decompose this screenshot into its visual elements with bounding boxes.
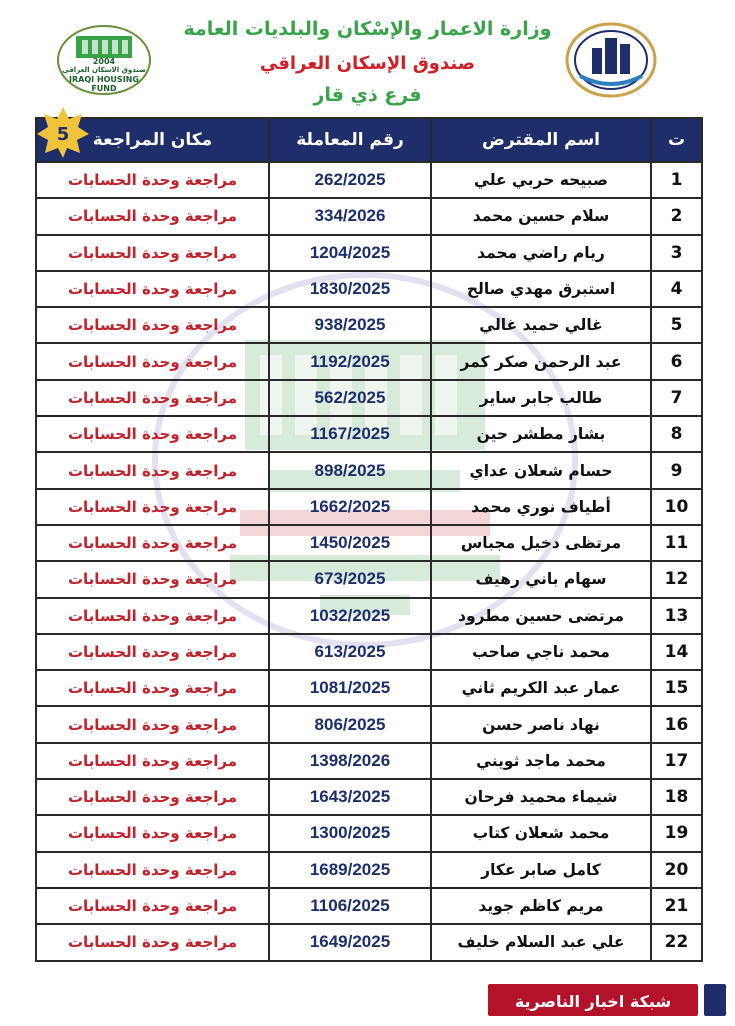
borrower-name: مريم كاظم جويد	[431, 888, 651, 924]
table-row	[36, 598, 702, 634]
borrower-name: استبرق مهدي صالح	[431, 271, 651, 307]
logo-english-line-2: FUND	[91, 84, 117, 93]
row-number: 11	[651, 525, 702, 561]
borrower-name: غالي حميد غالي	[431, 307, 651, 343]
borrower-name: بشار مطشر حين	[431, 416, 651, 452]
footer-brand	[482, 978, 732, 1022]
row-number: 16	[651, 706, 702, 742]
transaction-number: 1450/2025	[269, 525, 431, 561]
borrower-name: شيماء محميد فرحان	[431, 779, 651, 815]
header-number: ت	[651, 118, 702, 162]
table-row	[36, 634, 702, 670]
transaction-number: 1167/2025	[269, 416, 431, 452]
transaction-number: 1081/2025	[269, 670, 431, 706]
row-number: 9	[651, 452, 702, 488]
review-place: مراجعة وحدة الحسابات	[36, 561, 269, 597]
fund-title: صندوق الإسكان العراقي	[259, 53, 476, 74]
logo-arabic-name: صندوق الاسكان العراقي	[62, 66, 146, 74]
header-borrower-name: اسم المقترض	[431, 118, 651, 162]
table-row	[36, 852, 702, 888]
table-header-row	[36, 118, 702, 162]
row-number: 4	[651, 271, 702, 307]
table-row	[36, 380, 702, 416]
table-row	[36, 525, 702, 561]
table-row	[36, 198, 702, 234]
borrower-name: طالب جابر ساير	[431, 380, 651, 416]
review-place: مراجعة وحدة الحسابات	[36, 416, 269, 452]
ministry-emblem	[564, 22, 658, 98]
borrower-name: مرتضى حسين مطرود	[431, 598, 651, 634]
review-place: مراجعة وحدة الحسابات	[36, 815, 269, 851]
borrower-name: علي عبد السلام خليف	[431, 924, 651, 960]
borrower-name: حسام شعلان عداي	[431, 452, 651, 488]
row-number: 20	[651, 852, 702, 888]
borrower-name: عمار عبد الكريم ثاني	[431, 670, 651, 706]
transaction-number: 1192/2025	[269, 343, 431, 379]
transaction-number: 673/2025	[269, 561, 431, 597]
transaction-number: 898/2025	[269, 452, 431, 488]
review-place: مراجعة وحدة الحسابات	[36, 924, 269, 960]
table-row	[36, 307, 702, 343]
table-row	[36, 162, 702, 198]
transaction-number: 1643/2025	[269, 779, 431, 815]
footer-brand-icon	[482, 978, 732, 1022]
table-row	[36, 888, 702, 924]
transaction-number: 1662/2025	[269, 489, 431, 525]
table-row	[36, 779, 702, 815]
row-number: 6	[651, 343, 702, 379]
review-place: مراجعة وحدة الحسابات	[36, 162, 269, 198]
row-number: 14	[651, 634, 702, 670]
transaction-number: 1398/2026	[269, 743, 431, 779]
transaction-number: 1204/2025	[269, 235, 431, 271]
row-number: 19	[651, 815, 702, 851]
borrower-name: محمد شعلان كتاب	[431, 815, 651, 851]
row-number: 2	[651, 198, 702, 234]
borrower-name: نهاد ناصر حسن	[431, 706, 651, 742]
row-number: 3	[651, 235, 702, 271]
borrower-name: كامل صابر عكار	[431, 852, 651, 888]
row-number: 1	[651, 162, 702, 198]
review-place: مراجعة وحدة الحسابات	[36, 380, 269, 416]
transaction-number: 938/2025	[269, 307, 431, 343]
review-place: مراجعة وحدة الحسابات	[36, 307, 269, 343]
transaction-number: 1032/2025	[269, 598, 431, 634]
transaction-number: 1106/2025	[269, 888, 431, 924]
table-row	[36, 271, 702, 307]
table-row	[36, 561, 702, 597]
transaction-number: 262/2025	[269, 162, 431, 198]
table-row	[36, 489, 702, 525]
transaction-number: 806/2025	[269, 706, 431, 742]
review-place: مراجعة وحدة الحسابات	[36, 598, 269, 634]
branch-title: فرع ذي قار	[313, 84, 422, 106]
row-number: 22	[651, 924, 702, 960]
ministry-emblem-icon	[564, 22, 658, 98]
borrower-name: صبيحه حربي علي	[431, 162, 651, 198]
table-row	[36, 452, 702, 488]
star-badge-icon	[36, 105, 90, 159]
row-number: 10	[651, 489, 702, 525]
row-number: 8	[651, 416, 702, 452]
transaction-number: 1300/2025	[269, 815, 431, 851]
header-review-place: مكان المراجعة	[36, 118, 269, 162]
row-number: 7	[651, 380, 702, 416]
table-row	[36, 815, 702, 851]
logo-year: 2004	[92, 57, 116, 66]
review-place: مراجعة وحدة الحسابات	[36, 852, 269, 888]
table-row	[36, 743, 702, 779]
header-transaction-number: رقم المعاملة	[269, 118, 431, 162]
review-place: مراجعة وحدة الحسابات	[36, 489, 269, 525]
borrower-name: محمد ماجد ثويني	[431, 743, 651, 779]
borrowers-table	[35, 117, 703, 962]
table-row	[36, 924, 702, 960]
review-place: مراجعة وحدة الحسابات	[36, 779, 269, 815]
table-row	[36, 416, 702, 452]
logo-english-line-1: IRAQI HOUSING	[69, 75, 139, 84]
review-place: مراجعة وحدة الحسابات	[36, 235, 269, 271]
transaction-number: 613/2025	[269, 634, 431, 670]
table-row	[36, 706, 702, 742]
review-place: مراجعة وحدة الحسابات	[36, 452, 269, 488]
borrower-name: أطياف نوري محمد	[431, 489, 651, 525]
row-number: 18	[651, 779, 702, 815]
review-place: مراجعة وحدة الحسابات	[36, 743, 269, 779]
row-number: 12	[651, 561, 702, 597]
review-place: مراجعة وحدة الحسابات	[36, 670, 269, 706]
review-place: مراجعة وحدة الحسابات	[36, 198, 269, 234]
review-place: مراجعة وحدة الحسابات	[36, 525, 269, 561]
row-number: 21	[651, 888, 702, 924]
transaction-number: 334/2026	[269, 198, 431, 234]
page-badge	[36, 105, 90, 159]
borrower-name: سلام حسين محمد	[431, 198, 651, 234]
transaction-number: 1830/2025	[269, 271, 431, 307]
borrower-name: عبد الرحمن صكر كمر	[431, 343, 651, 379]
borrower-name: سهام باني رهيف	[431, 561, 651, 597]
row-number: 13	[651, 598, 702, 634]
row-number: 17	[651, 743, 702, 779]
table-row	[36, 343, 702, 379]
transaction-number: 1689/2025	[269, 852, 431, 888]
table-body	[36, 162, 702, 961]
page-badge-number: 5	[56, 124, 70, 145]
document-header	[0, 0, 735, 115]
transaction-number: 1649/2025	[269, 924, 431, 960]
ministry-title: وزارة الاعمار والإسْكان والبلديات العامة	[183, 18, 552, 40]
footer-brand-text: شبكة اخبار الناصرية	[514, 992, 672, 1011]
borrower-name: مرتظى دخيل مجباس	[431, 525, 651, 561]
borrower-name: محمد ناجي صاحب	[431, 634, 651, 670]
housing-fund-logo	[56, 24, 152, 96]
row-number: 15	[651, 670, 702, 706]
review-place: مراجعة وحدة الحسابات	[36, 271, 269, 307]
transaction-number: 562/2025	[269, 380, 431, 416]
table-row	[36, 670, 702, 706]
row-number: 5	[651, 307, 702, 343]
review-place: مراجعة وحدة الحسابات	[36, 343, 269, 379]
review-place: مراجعة وحدة الحسابات	[36, 634, 269, 670]
review-place: مراجعة وحدة الحسابات	[36, 706, 269, 742]
borrower-name: ريام راضي محمد	[431, 235, 651, 271]
review-place: مراجعة وحدة الحسابات	[36, 888, 269, 924]
table-row	[36, 235, 702, 271]
